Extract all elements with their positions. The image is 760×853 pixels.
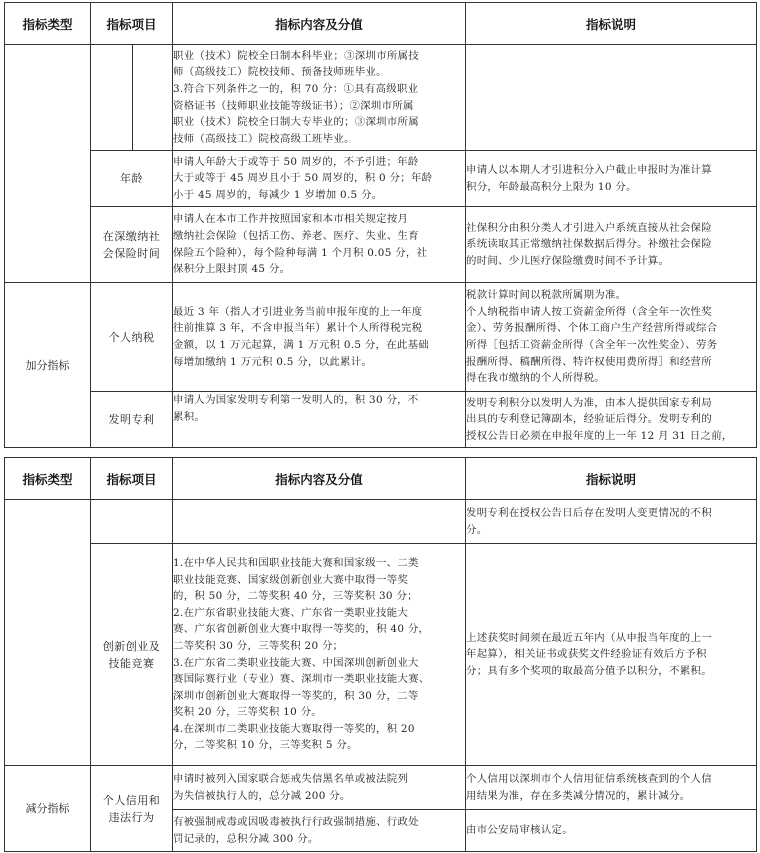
category-cell-blank — [5, 45, 91, 283]
text-line: 个人纳税指申请人按工资薪金所得（含全年一次性奖 — [466, 305, 712, 318]
category-bonus: 加分指标 — [5, 283, 91, 448]
text-line: 职业技能竞赛、国家级创新创业大赛中取得一等奖 — [173, 573, 409, 586]
age-content — [173, 151, 466, 207]
drug-content — [173, 810, 466, 852]
text-line: 由市公安局审核认定。 — [466, 824, 573, 837]
item-credit-violation — [91, 766, 173, 852]
text-line: 所得［包括工资薪金所得（含全年一次性奖金）、劳务 — [466, 339, 718, 351]
item-cell-blank — [91, 45, 133, 151]
education-content — [173, 45, 466, 151]
text-line: 报酬所得、稿酬所得、特许权使用费所得］和经营所 — [466, 355, 712, 368]
text-line: 3.符合下列条件之一的，积 70 分：①具有高级职业 — [173, 82, 419, 95]
contest-content — [173, 544, 466, 766]
table-header-row — [5, 3, 757, 45]
text-line: 个人信用以深圳市个人信用征信系统核查到的个人信 — [466, 772, 712, 785]
header-item: 指标项目 — [91, 3, 173, 45]
text-line: 深圳市创新创业大赛取得一等奖的，积 30 分，二等 — [173, 689, 419, 702]
table-row-tax — [5, 283, 757, 392]
text-line: 累积。 — [173, 410, 206, 423]
header-item: 指标项目 — [91, 458, 173, 500]
text-line: 罚记录的，总积分减 300 分。 — [173, 832, 319, 845]
text-line: 每增加缴纳 1 万元积 0.5 分，以此累计。 — [173, 355, 373, 368]
text-line: 资格证书（技师职业技能等级证书）；②深圳市所属 — [173, 99, 414, 112]
credit-desc — [466, 766, 757, 810]
social-insurance-desc — [466, 207, 757, 283]
table-row-patent — [5, 392, 757, 448]
header-type: 指标类型 — [5, 458, 91, 500]
text-line: 用结果为准，存在多类减分情况的，累计减分。 — [466, 789, 691, 802]
item-social-insurance — [91, 207, 173, 283]
text-line: 金额，以 1 万元起算，满 1 万元积 0.5 分，在此基础 — [173, 339, 429, 351]
text-line: 申请人为国家发明专利第一发明人的，积 30 分，不 — [173, 394, 419, 406]
text-line: 分。 — [466, 523, 488, 536]
header-type: 指标类型 — [5, 3, 91, 45]
tax-content — [173, 283, 466, 392]
text-line: 小于 45 周岁的，每减少 1 岁增加 0.5 分。 — [173, 188, 383, 201]
text-line: 大于或等于 45 周岁且小于 50 周岁的，积 0 分；年龄 — [173, 172, 433, 185]
text-line: 技师（高级技工）院校高级工班毕业。 — [173, 132, 355, 145]
credit-content — [173, 766, 466, 810]
patent-desc — [466, 392, 757, 448]
header-content: 指标内容及分值 — [173, 3, 466, 45]
age-desc — [466, 151, 757, 207]
header-desc: 指标说明 — [466, 3, 757, 45]
category-deduct: 减分指标 — [5, 766, 91, 852]
text-line: 创新创业及 — [102, 639, 161, 653]
text-line: 技能竞赛 — [108, 656, 155, 670]
text-line: 保积分上限封顶 45 分。 — [173, 263, 291, 276]
header-content: 指标内容及分值 — [173, 458, 466, 500]
text-line: 赛、广东省创新创业大赛中取得一等奖的，积 40 分， — [173, 623, 430, 636]
table-row-age — [5, 151, 757, 207]
category-cell-blank — [5, 500, 91, 766]
text-line: 积分，年龄最高积分上限为 10 分。 — [466, 180, 637, 193]
text-line: 缴纳社会保险（包括工伤、养老、医疗、失业、生育 — [173, 229, 419, 242]
text-line: 职业（技术）院校全日制本科毕业；③深圳市所属技 — [173, 49, 419, 62]
text-line: 的，积 50 分，二等奖积 40 分，三等奖积 30 分； — [173, 590, 418, 603]
text-line: 申请人以本期人才引进积分入户截止申报时为准计算 — [466, 163, 712, 176]
text-line: 上述获奖时间须在最近五年内（从申报当年度的上一 — [466, 631, 712, 644]
text-line: 申请人在本市工作并按照国家和本市相关规定按月 — [173, 213, 409, 226]
item-cell-blank — [91, 500, 173, 544]
text-line: 赛国际赛行业（专业）赛、深圳市一类职业技能大赛、 — [173, 673, 430, 686]
text-line: 社保积分由积分类人才引进入户系统直接从社会保险 — [466, 221, 712, 234]
text-line: 3.在广东省二类职业技能大赛、中国深圳创新创业大 — [173, 656, 419, 669]
text-line: 最近 3 年（指人才引进业务当前申报年度的上一年度 — [173, 305, 423, 318]
item-tax: 个人纳税 — [91, 283, 173, 392]
text-line: 4.在深圳市二类职业技能大赛取得一等奖的，积 20 — [173, 722, 415, 735]
text-line: 金）、劳务报酬所得、个体工商户生产经营所得或综合 — [466, 322, 718, 335]
text-line: 申请人年龄大于或等于 50 周岁的，不予引进；年龄 — [173, 155, 419, 168]
text-line: 为失信被执行人的，总分减 200 分。 — [173, 789, 351, 802]
text-line: 职业（技术）院校全日制大专毕业的；③深圳市所属 — [173, 116, 419, 129]
tax-desc — [466, 283, 757, 392]
table-row-patent-continued — [5, 500, 757, 544]
text-line: 系统读取其正常缴纳社保数据后得分。补缴社会保险 — [466, 238, 712, 251]
table-header-row — [5, 458, 757, 500]
text-line: 违法行为 — [108, 810, 155, 824]
item-patent: 发明专利 — [91, 392, 173, 448]
patent-desc-continued — [466, 500, 757, 544]
item-subcell-blank — [133, 45, 173, 151]
drug-desc — [466, 810, 757, 852]
contest-desc — [466, 544, 757, 766]
text-line: 保险五个险种），每个险种每满 1 个月积 0.05 分，社 — [173, 246, 428, 259]
text-line: 税款计算时间以税款所属期为准。 — [466, 289, 627, 302]
text-line: 申请时被列入国家联合惩戒失信黑名单或被法院列 — [173, 772, 409, 785]
text-line: 1.在中华人民共和国职业技能大赛和国家级一、二类 — [173, 556, 419, 569]
text-line: 出具的专利登记簿副本，经验证后得分。发明专利的 — [466, 413, 712, 426]
text-line: 往前推算 3 年，不含申报当年）累计个人所得税完税 — [173, 322, 423, 335]
text-line: 发明专利积分以发明人为准，由本人提供国家专利局 — [466, 396, 712, 409]
social-insurance-content — [173, 207, 466, 283]
text-line: 年起算），相关证书或获奖文件经验证有效后方予积 — [466, 648, 707, 661]
points-table-part-2 — [4, 457, 757, 852]
education-desc — [466, 45, 757, 151]
text-line: 得在我市缴纳的个人所得税。 — [466, 372, 605, 385]
patent-content — [173, 392, 466, 448]
item-contest — [91, 544, 173, 766]
text-line: 二等奖积 30 分，三等奖积 20 分； — [173, 639, 344, 652]
header-desc: 指标说明 — [466, 458, 757, 500]
text-line: 有被强制戒毒或因吸毒被执行行政强制措施、行政处 — [173, 815, 419, 828]
text-line: 奖积 20 分，三等奖积 10 分。 — [173, 706, 322, 719]
table-row-contest — [5, 544, 757, 766]
text-line: 分；具有多个奖项的取最高分值予以积分，不累积。 — [466, 664, 712, 677]
text-line: 个人信用和 — [102, 793, 161, 807]
text-line: 发明专利在授权公告日后存在发明人变更情况的不积 — [466, 506, 712, 519]
text-line: 的时间、少儿医疗保险缴费时间不予计算。 — [466, 254, 670, 267]
table-row-social-insurance — [5, 207, 757, 283]
text-line: 师（高级技工）院校技师、预备技师班毕业。 — [173, 66, 387, 79]
points-table-part-1 — [4, 2, 757, 448]
item-age: 年龄 — [91, 151, 173, 207]
table-row-credit — [5, 766, 757, 810]
text-line: 2.在广东省职业技能大赛、广东省一类职业技能大 — [173, 606, 409, 619]
text-line: 在深缴纳社 — [102, 229, 161, 243]
text-line: 分，二等奖积 10 分，三等奖积 5 分。 — [173, 739, 358, 752]
text-line: 会保险时间 — [102, 246, 161, 260]
text-line: 授权公告日必须在申报年度的上一年 12 月 31 日之前， — [466, 429, 733, 442]
table-row-education — [5, 45, 757, 151]
content-cell-blank — [173, 500, 466, 544]
